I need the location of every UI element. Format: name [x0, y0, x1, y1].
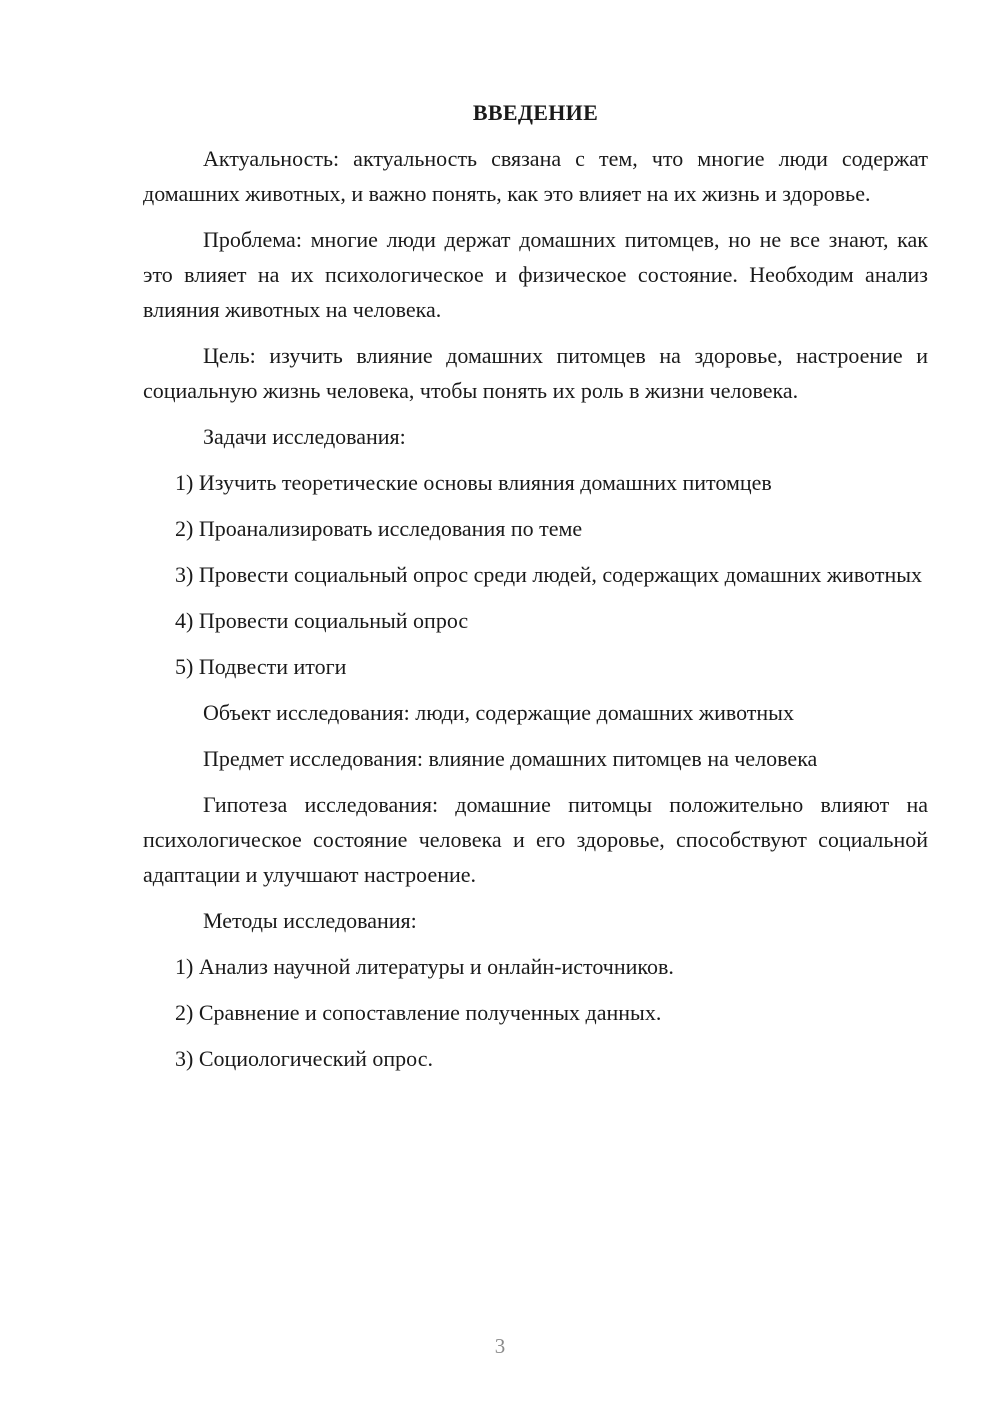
task-item: 4) Провести социальный опрос: [175, 608, 469, 633]
task-item: 3) Провести социальный опрос среди людей, содержащих домашних животных: [175, 562, 923, 587]
problem-paragraph: Проблема: многие люди держат домашних питомцев, но не все знают, как это влияет на их психологическое и физическое состояние. Необходим анализ влияния животных на человека.: [143, 227, 928, 322]
page-number: 3: [494, 1334, 506, 1358]
hypothesis-paragraph: Гипотеза исследования: домашние питомцы положительно влияют на психологическое состояние человека и его здоровье, способствуют социальной адаптации и улучшают настроение.: [143, 792, 928, 887]
task-item: 2) Проанализировать исследования по теме: [175, 516, 583, 541]
relevance-paragraph: Актуальность: актуальность связана с тем, что многие люди содержат домашних животных, и важно понять, как это влияет на их жизнь и здоровье.: [143, 146, 928, 206]
method-item: 3) Социологический опрос.: [175, 1046, 433, 1071]
methods-label: Методы исследования:: [203, 908, 417, 933]
goal-paragraph: Цель: изучить влияние домашних питомцев на здоровье, настроение и социальную жизнь человека, чтобы понять их роль в жизни человека.: [143, 343, 928, 403]
page-content: [143, 95, 928, 1087]
method-item: 2) Сравнение и сопоставление полученных данных.: [175, 1000, 662, 1025]
subject-line: Предмет исследования: влияние домашних питомцев на человека: [203, 746, 818, 771]
method-item: 1) Анализ научной литературы и онлайн-источников.: [175, 954, 674, 979]
section-heading: ВВЕДЕНИЕ: [472, 100, 599, 125]
task-item: 5) Подвести итоги: [175, 654, 347, 679]
object-line: Объект исследования: люди, содержащие домашних животных: [203, 700, 794, 725]
task-item: 1) Изучить теоретические основы влияния домашних питомцев: [175, 470, 772, 495]
tasks-label: Задачи исследования:: [203, 424, 406, 449]
